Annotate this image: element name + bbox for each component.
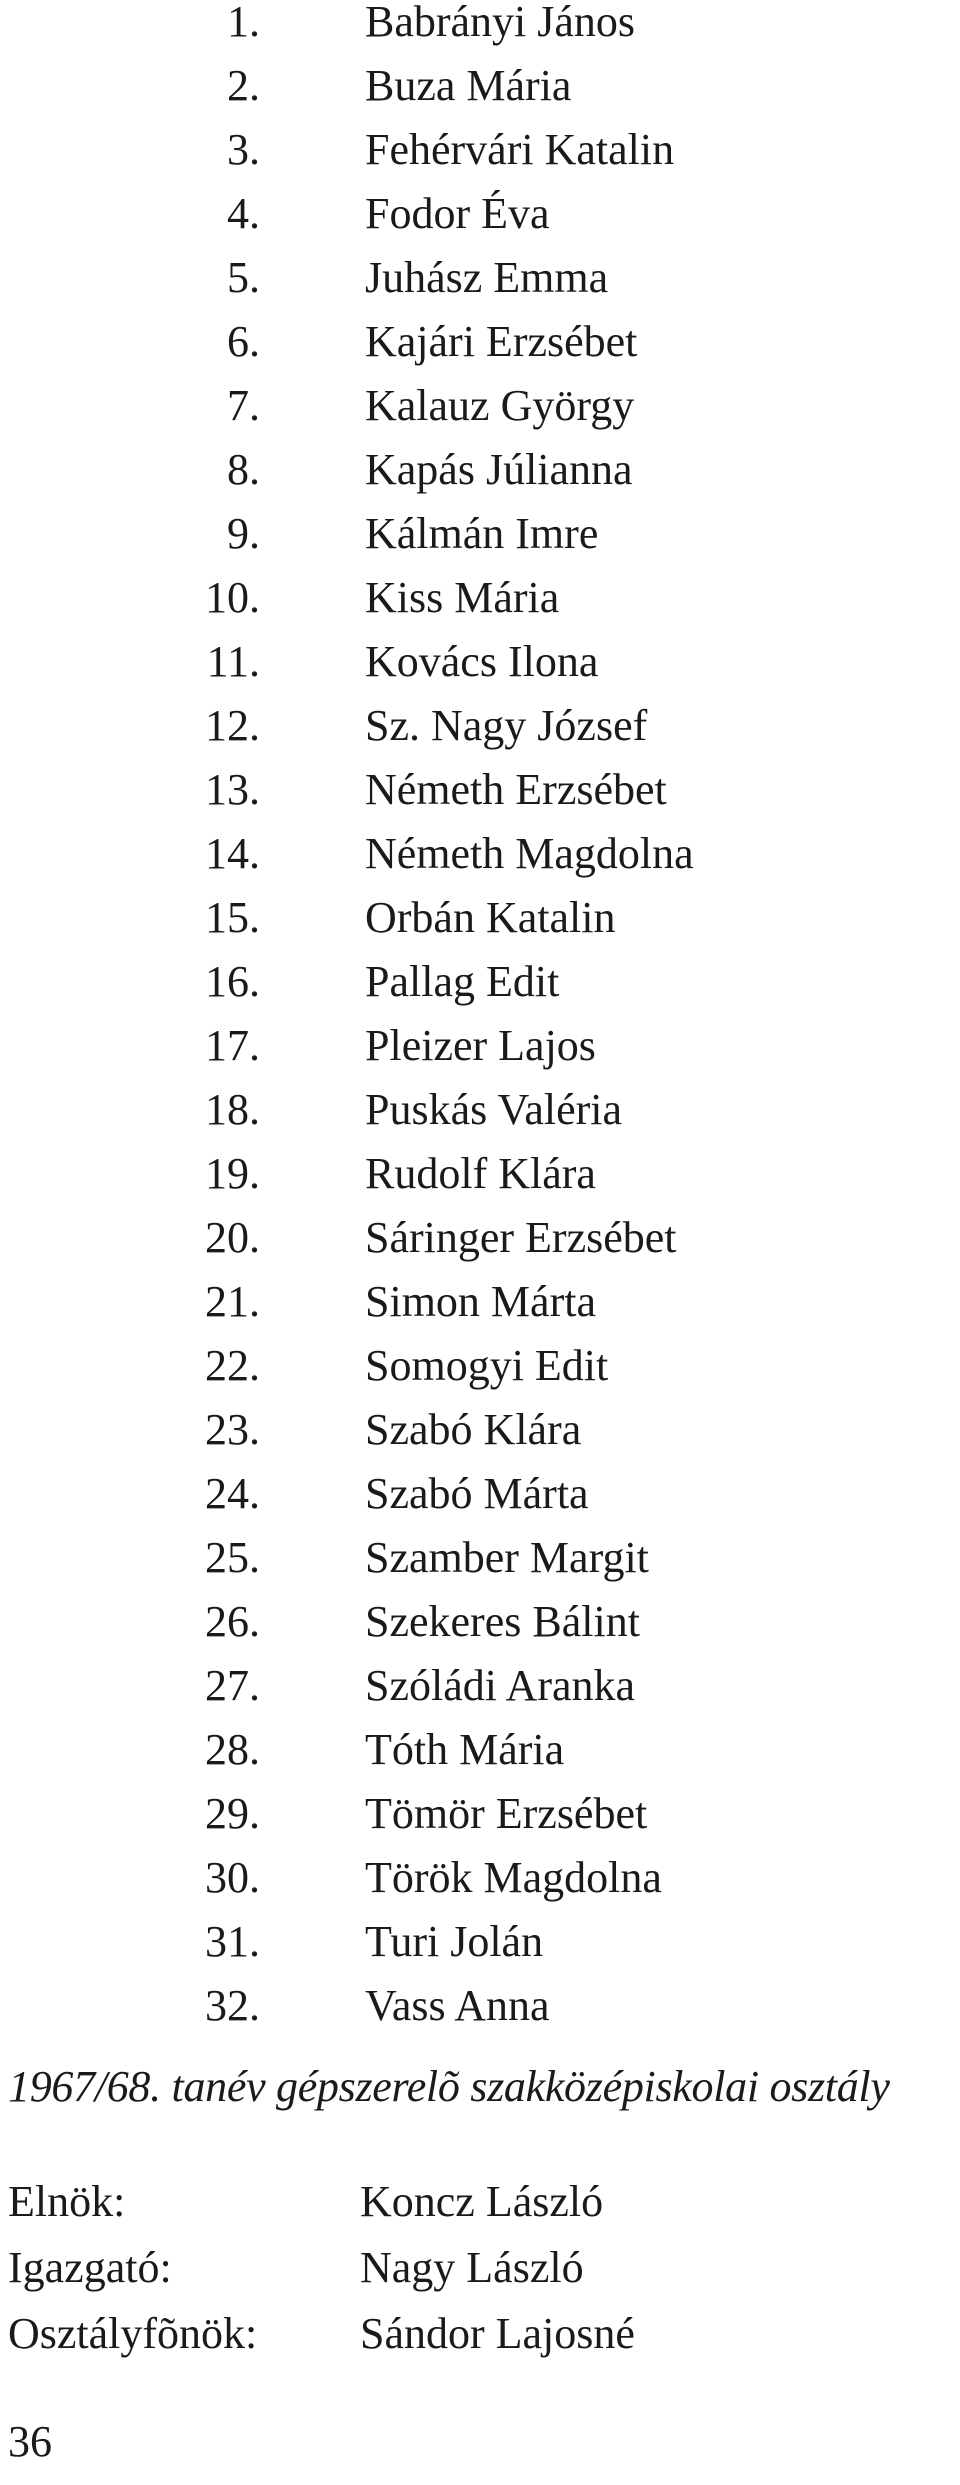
student-name: Juhász Emma — [365, 253, 609, 302]
list-number: 7. — [227, 381, 260, 430]
list-item — [0, 1590, 960, 1654]
list-number: 3. — [227, 125, 260, 174]
list-item — [0, 566, 960, 630]
student-name: Török Magdolna — [365, 1853, 662, 1902]
list-item — [0, 758, 960, 822]
list-item — [0, 1782, 960, 1846]
student-name: Orbán Katalin — [365, 893, 616, 942]
list-number: 25. — [205, 1533, 260, 1582]
list-number: 29. — [205, 1789, 260, 1838]
list-number: 14. — [205, 829, 260, 878]
list-number: 23. — [205, 1405, 260, 1454]
list-number: 2. — [227, 61, 260, 110]
student-name: Tömör Erzsébet — [365, 1789, 648, 1838]
list-number: 20. — [205, 1213, 260, 1262]
list-number: 16. — [205, 957, 260, 1006]
list-item — [0, 630, 960, 694]
list-item — [0, 1526, 960, 1590]
list-number: 13. — [205, 765, 260, 814]
official-person: Koncz László — [360, 2177, 604, 2226]
list-item — [0, 950, 960, 1014]
list-number: 32. — [205, 1981, 260, 2030]
student-name: Fodor Éva — [365, 189, 550, 238]
list-item — [0, 502, 960, 566]
official-role: Elnök: — [8, 2177, 126, 2226]
list-item — [0, 822, 960, 886]
student-name: Fehérvári Katalin — [365, 125, 675, 174]
student-name: Buza Mária — [365, 61, 572, 110]
list-number: 1. — [227, 0, 260, 46]
student-name: Szekeres Bálint — [365, 1597, 640, 1646]
list-number: 10. — [205, 573, 260, 622]
official-role: Osztályfõnök: — [8, 2309, 258, 2358]
student-name: Simon Márta — [365, 1277, 596, 1326]
list-number: 11. — [206, 637, 260, 686]
list-number: 15. — [205, 893, 260, 942]
list-number: 27. — [205, 1661, 260, 1710]
list-number: 8. — [227, 445, 260, 494]
student-name: Szabó Márta — [365, 1469, 589, 1518]
list-item — [0, 118, 960, 182]
official-person: Sándor Lajosné — [360, 2309, 635, 2358]
list-item — [0, 1974, 960, 2038]
student-name: Kajári Erzsébet — [365, 317, 638, 366]
official-row — [0, 2302, 960, 2366]
list-item — [0, 0, 960, 54]
student-name: Tóth Mária — [365, 1725, 565, 1774]
student-name: Kapás Júlianna — [365, 445, 633, 494]
student-name: Sáringer Erzsébet — [365, 1213, 677, 1262]
list-item — [0, 310, 960, 374]
list-item — [0, 1910, 960, 1974]
list-item — [0, 1142, 960, 1206]
official-role: Igazgató: — [8, 2243, 172, 2292]
list-item — [0, 1846, 960, 1910]
list-item — [0, 374, 960, 438]
list-item — [0, 54, 960, 118]
list-item — [0, 886, 960, 950]
student-name: Turi Jolán — [365, 1917, 544, 1966]
list-number: 30. — [205, 1853, 260, 1902]
list-number: 19. — [205, 1149, 260, 1198]
student-name: Pleizer Lajos — [365, 1021, 596, 1070]
student-name: Szamber Margit — [365, 1533, 649, 1582]
list-number: 9. — [227, 509, 260, 558]
student-name: Babrányi János — [365, 0, 636, 46]
student-name: Kovács Ilona — [365, 637, 599, 686]
official-row — [0, 2236, 960, 2300]
student-name: Rudolf Klára — [365, 1149, 596, 1198]
student-name: Pallag Edit — [365, 957, 560, 1006]
list-number: 4. — [227, 189, 260, 238]
list-number: 6. — [227, 317, 260, 366]
list-number: 18. — [205, 1085, 260, 1134]
list-item — [0, 1654, 960, 1718]
list-number: 24. — [205, 1469, 260, 1518]
list-item — [0, 1078, 960, 1142]
list-item — [0, 1334, 960, 1398]
official-row — [0, 2170, 960, 2234]
student-name: Kálmán Imre — [365, 509, 599, 558]
student-name: Kiss Mária — [365, 573, 560, 622]
list-item — [0, 438, 960, 502]
student-name: Szóládi Aranka — [365, 1661, 636, 1710]
list-number: 5. — [227, 253, 260, 302]
list-item — [0, 246, 960, 310]
list-item — [0, 694, 960, 758]
list-number: 12. — [205, 701, 260, 750]
list-item — [0, 1014, 960, 1078]
class-title: 1967/68. tanév gépszerelõ szakközépiskolai osztály — [8, 2062, 890, 2111]
official-person: Nagy László — [360, 2243, 584, 2292]
student-name: Németh Erzsébet — [365, 765, 667, 814]
list-number: 26. — [205, 1597, 260, 1646]
page-number: 36 — [8, 2417, 52, 2466]
list-item — [0, 182, 960, 246]
student-name: Vass Anna — [365, 1981, 550, 2030]
student-name: Kalauz György — [365, 381, 635, 430]
list-item — [0, 1398, 960, 1462]
list-number: 31. — [205, 1917, 260, 1966]
list-item — [0, 1718, 960, 1782]
student-name: Szabó Klára — [365, 1405, 582, 1454]
list-item — [0, 1206, 960, 1270]
list-item — [0, 1462, 960, 1526]
list-item — [0, 1270, 960, 1334]
student-name: Sz. Nagy József — [365, 701, 648, 750]
student-name: Somogyi Edit — [365, 1341, 609, 1390]
list-number: 21. — [205, 1277, 260, 1326]
list-number: 22. — [205, 1341, 260, 1390]
list-number: 17. — [205, 1021, 260, 1070]
student-name: Puskás Valéria — [365, 1085, 623, 1134]
list-number: 28. — [205, 1725, 260, 1774]
student-name: Németh Magdolna — [365, 829, 694, 878]
